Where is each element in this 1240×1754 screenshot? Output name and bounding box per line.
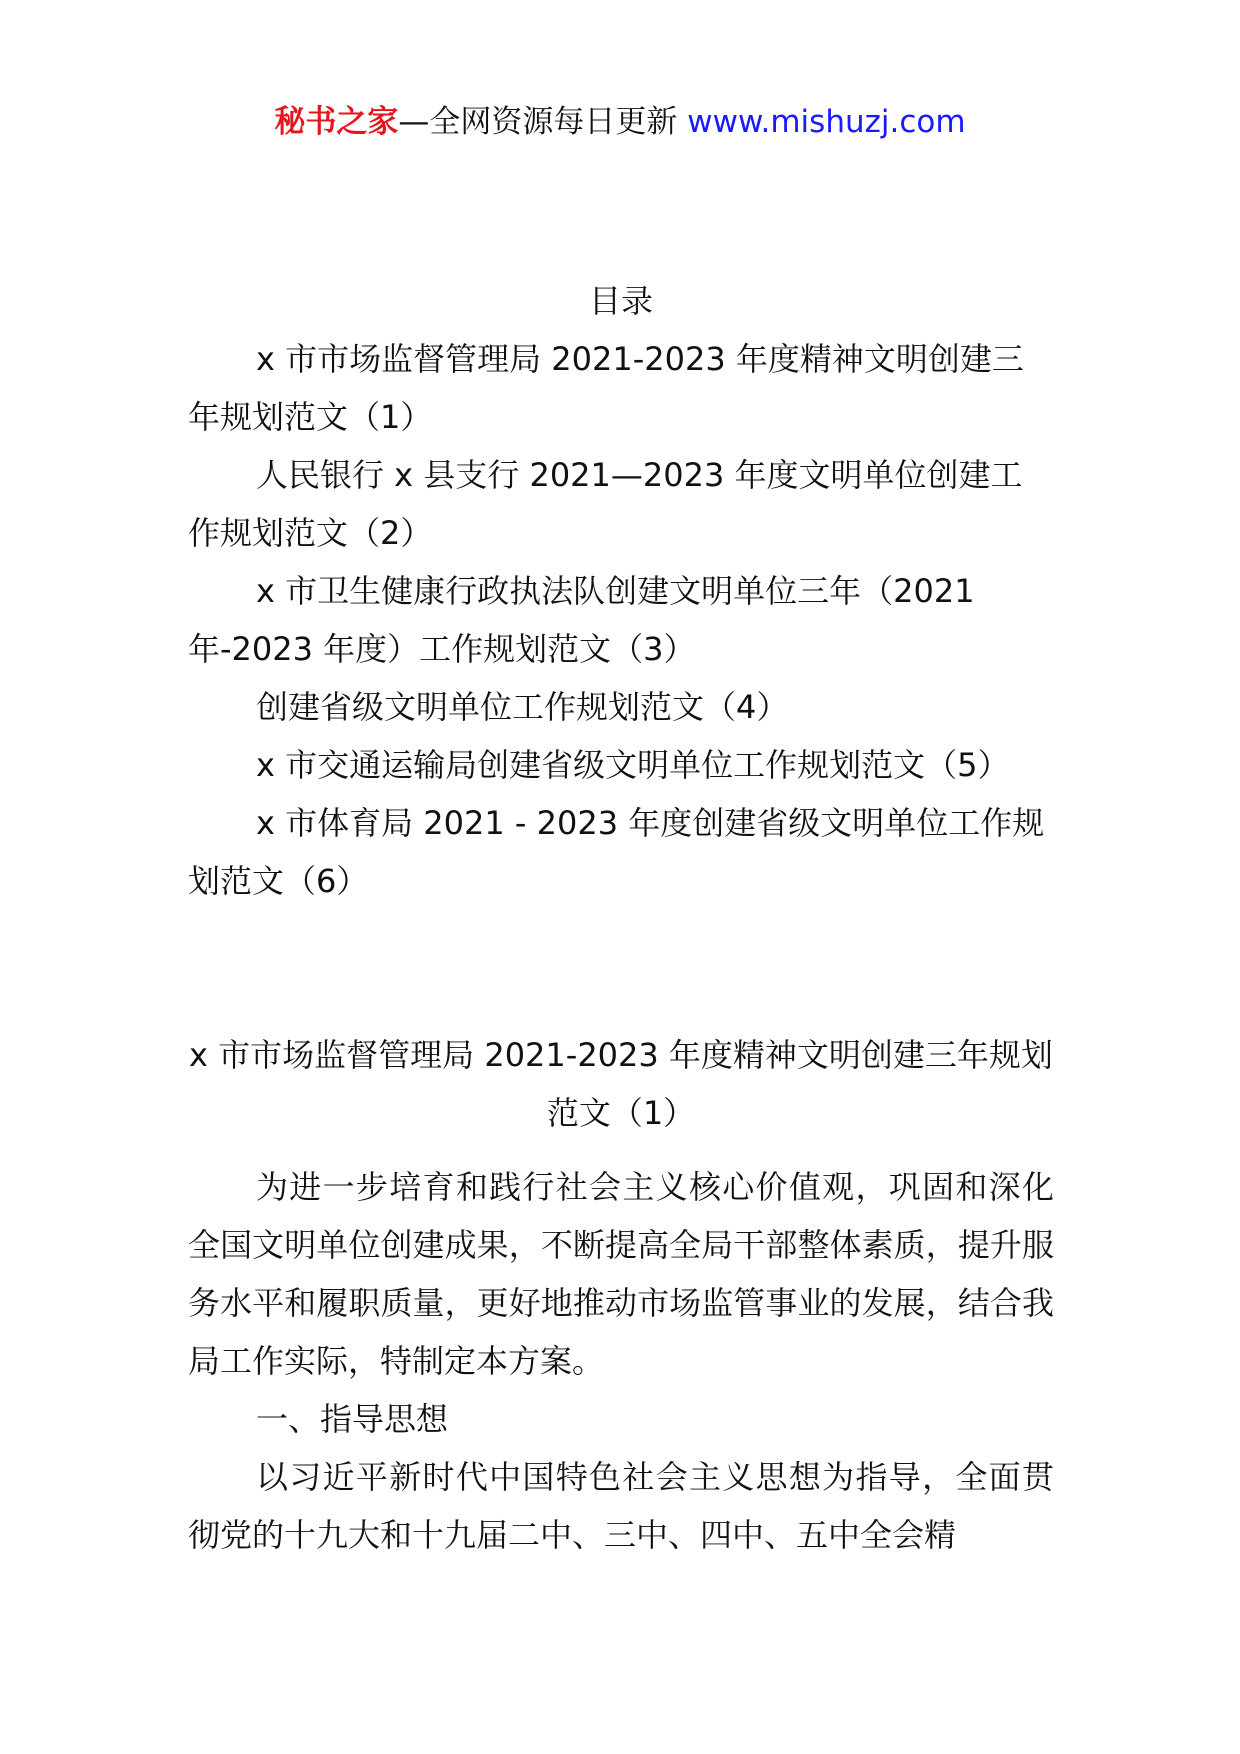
header-tagline: —全网资源每日更新 xyxy=(398,104,688,140)
toc-item[interactable]: x 市市场监督管理局 2021-2023 年度精神文明创建三年规划范文（1） xyxy=(188,340,1024,436)
section-heading: 一、指导思想 xyxy=(256,1400,449,1438)
toc-item[interactable]: x 市卫生健康行政执法队创建文明单位三年（2021 年-2023 年度）工作规划范文（3） xyxy=(188,572,975,668)
toc-item[interactable]: 创建省级文明单位工作规划范文（4） xyxy=(256,688,789,726)
toc-item[interactable]: 人民银行 x 县支行 2021—2023 年度文明单位创建工作规划范文（2） xyxy=(188,456,1023,552)
document-body xyxy=(188,272,1054,1564)
table-of-contents xyxy=(188,330,1054,910)
toc-item[interactable]: x 市体育局 2021 - 2023 年度创建省级文明单位工作规划范文（6） xyxy=(188,804,1045,900)
body-paragraph: 以习近平新时代中国特色社会主义思想为指导，全面贯彻党的十九大和十九届二中、三中、四中、五中全会精 xyxy=(188,1458,1054,1554)
site-url-link[interactable]: www.mishuzj.com xyxy=(687,104,966,140)
toc-item[interactable]: x 市交通运输局创建省级文明单位工作规划范文（5） xyxy=(256,746,1010,784)
section-spacer xyxy=(188,910,1054,1026)
body-paragraph: 为进一步培育和践行社会主义核心价值观，巩固和深化全国文明单位创建成果，不断提高全局干部整体素质，提升服务水平和履职质量，更好地推动市场监管事业的发展，结合我局工作实际，特制定本方案。 xyxy=(188,1168,1054,1380)
section-title: x 市市场监督管理局 2021-2023 年度精神文明创建三年规划范文（1） xyxy=(189,1036,1053,1132)
brand-name: 秘书之家 xyxy=(274,104,399,140)
site-header xyxy=(0,100,1240,144)
toc-title: 目录 xyxy=(588,282,653,320)
